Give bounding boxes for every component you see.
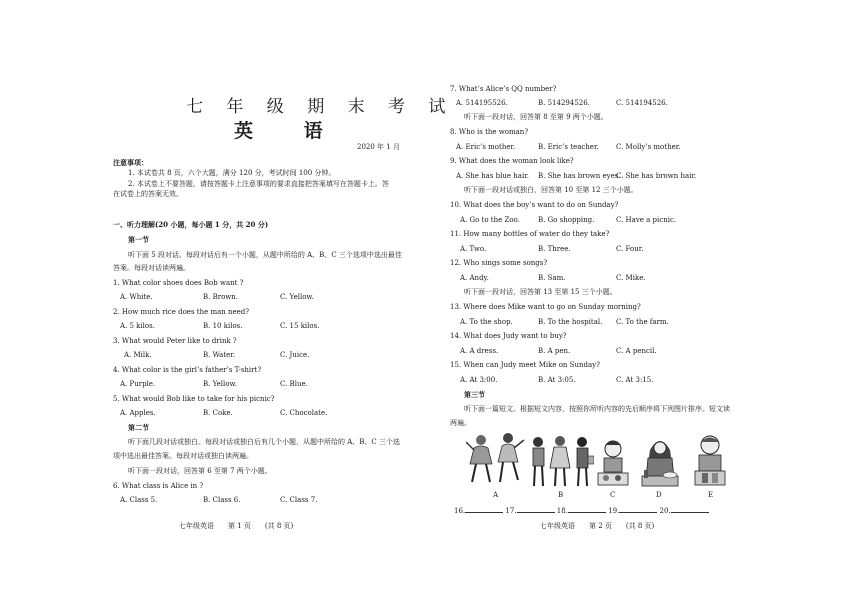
option-c: C. Blue. [280, 380, 308, 388]
option-c: C. Chocolate. [280, 409, 328, 417]
option-b: B. Brown. [203, 293, 239, 301]
option-c: C. Class 7. [280, 496, 318, 504]
picture-a-dancing-girls [466, 430, 526, 486]
picture-d-woman-cooking [640, 434, 680, 488]
answer-blank [671, 505, 709, 513]
option-b: B. A pen. [538, 347, 571, 355]
page-footer: 七年级英语 第 2 页 (共 8 页) [540, 522, 655, 530]
right-page [430, 0, 860, 608]
answer-blank [568, 505, 606, 513]
option-a: A. To the shop. [460, 318, 513, 326]
instruction-line: 听下面一段对话，回答第 6 至第 7 两个小题。 [128, 467, 272, 475]
option-a: A. Purple. [120, 380, 156, 388]
blank-number: 19. [608, 507, 620, 515]
question-text: 9. What does the woman look like? [450, 157, 574, 165]
instruction-line: 听下面一段对话，回答第 13 至第 15 三个小题。 [464, 288, 617, 296]
picture-label-b: B [558, 491, 564, 499]
option-b: B. To the hospital. [538, 318, 603, 326]
option-c: C. 15 kilos. [280, 322, 320, 330]
instruction-line: 听下面一篇短文。根据短文内容，按照你所听内容的先后顺序将下列图片排序。短文读 [464, 405, 730, 413]
question-text: 6. What class is Alice in ? [113, 482, 204, 490]
question-text: 14. What does Judy want to buy? [450, 332, 567, 340]
option-c: C. Mike. [616, 274, 646, 282]
question-text: 7. What’s Alice’s QQ number? [450, 85, 557, 93]
blank-number: 17. [505, 507, 517, 515]
option-b: B. Class 6. [203, 496, 241, 504]
question-text: 5. What would Bob like to take for his picnic? [113, 395, 275, 403]
picture-b-shopping-women [526, 434, 594, 488]
option-a: A. Apples. [120, 409, 156, 417]
question-text: 11. How many bottles of water do they take? [450, 230, 610, 238]
option-a: A. A dress. [460, 347, 499, 355]
exam-date: 2020 年 1 月 [357, 143, 400, 151]
picture-label-d: D [656, 491, 662, 499]
option-a: A. 5 kilos. [120, 322, 155, 330]
option-b: B. Yellow. [203, 380, 237, 388]
option-a: A. White. [120, 293, 153, 301]
blank-number: 20. [659, 507, 671, 515]
option-a: A. 514195526. [456, 99, 508, 107]
notice-line: 在试卷上的答案无效。 [113, 190, 183, 198]
question-text: 1. What color shoes does Bob want ? [113, 279, 244, 287]
option-b: B. Go shopping. [538, 216, 595, 224]
option-a: A. Eric’s mother. [456, 143, 516, 151]
option-c: C. Molly’s mother. [616, 143, 681, 151]
option-b: B. Sam. [538, 274, 566, 282]
option-a: A. Go to the Zoo. [460, 216, 520, 224]
picture-label-e: E [708, 491, 714, 499]
option-c: C. She has brown hair. [616, 172, 697, 180]
notice-line: 1. 本试卷共 8 页，六个大题，满分 120 分，考试时间 100 分钟。 [128, 169, 336, 177]
instruction-line: 项中选出最佳答案。每段对话或独白读两遍。 [113, 452, 253, 460]
question-text: 3. What would Peter like to drink ? [113, 337, 237, 345]
option-c: C. Have a picnic. [616, 216, 677, 224]
answer-blank [517, 505, 555, 513]
notice-heading: 注意事项： [113, 158, 148, 167]
option-a: A. Class 5. [120, 496, 158, 504]
section-heading: 第三节 [464, 390, 485, 399]
option-c: C. A pencil. [616, 347, 657, 355]
part-heading: 一、听力理解(20 小题，每小题 1 分，共 20 分) [113, 220, 269, 229]
option-b: B. Water. [203, 351, 236, 359]
question-text: 13. Where does Mike want to go on Sunday morning? [450, 303, 641, 311]
instruction-line: 两遍。 [450, 419, 471, 427]
question-text: 10. What does the boy’s want to do on Sunday? [450, 201, 619, 209]
picture-e-boy-playing [692, 433, 728, 487]
option-b: B. 10 kilos. [203, 322, 243, 330]
picture-label-a: A [493, 491, 499, 499]
page-footer: 七年级英语 第 1 页 (共 8 页) [179, 522, 294, 530]
picture-label-c: C [610, 491, 616, 499]
question-text: 8. Who is the woman? [450, 128, 529, 136]
blank-number: 18. [556, 507, 568, 515]
option-a: A. Milk. [124, 351, 152, 359]
answer-blank [619, 505, 657, 513]
exam-subject: 英 语 [234, 120, 345, 142]
instruction-line: 听下面一段对话，回答第 8 至第 9 两个小题。 [464, 113, 608, 121]
question-text: 2. How much rice does the man need? [113, 308, 250, 316]
option-c: C. 514194526. [616, 99, 668, 107]
picture-c-boy-with-food [596, 437, 630, 487]
option-b: B. Three. [538, 245, 571, 253]
notice-line: 2. 本试卷上不要答题，请按答题卡上注意事项的要求直接把答案填写在答题卡上。答 [128, 180, 389, 188]
section-heading: 第二节 [128, 423, 149, 432]
answer-blanks [454, 505, 709, 516]
option-c: C. Yellow. [280, 293, 314, 301]
exam-title: 七 年 级 期 末 考 试 [186, 97, 455, 117]
option-c: C. To the farm. [616, 318, 669, 326]
option-b: B. At 3:05. [538, 376, 576, 384]
option-a: A. Two. [460, 245, 487, 253]
option-a: A. She has blue hair. [456, 172, 529, 180]
option-c: C. At 3:15. [616, 376, 654, 384]
option-b: B. Coke. [203, 409, 233, 417]
option-c: C. Juice. [280, 351, 310, 359]
question-text: 12. Who sings some songs? [450, 259, 548, 267]
option-a: A. At 3:00. [460, 376, 498, 384]
option-b: B. 514294526. [538, 99, 590, 107]
option-b: B. Eric’s teacher. [538, 143, 599, 151]
question-text: 4. What color is the girl’s father’s T-shirt? [113, 366, 262, 374]
instruction-line: 听下面一段对话或独白，回答第 10 至第 12 三个小题。 [464, 186, 638, 194]
answer-blank [465, 505, 503, 513]
section-heading: 第一节 [128, 235, 149, 244]
option-b: B. She has brown eyes. [538, 172, 621, 180]
instruction-line: 听下面几段对话或独白。每段对话或独白后有几个小题，从题中所给的 A、B、C 三个选 [128, 438, 401, 446]
blank-number: 16. [454, 507, 466, 515]
instruction-line: 答案。每段对话读两遍。 [113, 264, 190, 272]
question-text: 15. When can Judy meet Mike on Sunday? [450, 361, 600, 369]
option-a: A. Andy. [460, 274, 489, 282]
instruction-line: 听下面 5 段对话。每段对话后有一个小题，从题中所给的 A、B、C 三个选项中选出最佳 [128, 251, 402, 259]
option-c: C. Four. [616, 245, 644, 253]
